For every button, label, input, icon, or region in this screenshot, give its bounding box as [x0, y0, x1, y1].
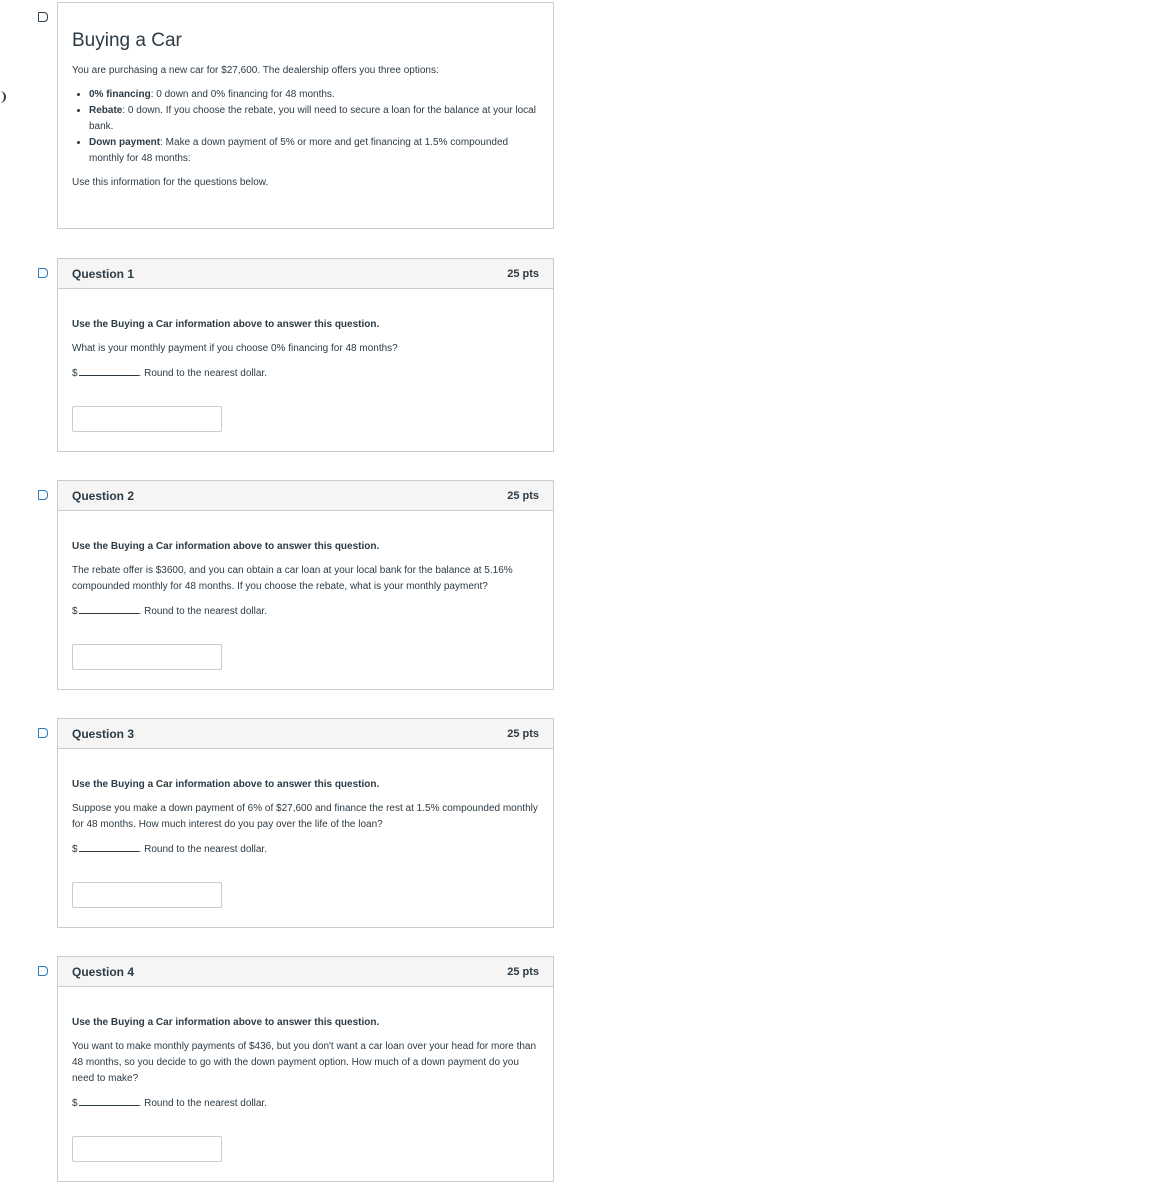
flag-icon[interactable]: [38, 12, 48, 22]
option-text: : 0 down. If you choose the rebate, you will need to secure a loan for the balance at your local bank.: [89, 105, 536, 132]
list-item: [89, 87, 539, 103]
question-title: Question 3: [72, 726, 135, 741]
intro-lead: You are purchasing a new car for $27,600. The dealership offers you three options:: [72, 65, 439, 76]
flag-question-icon[interactable]: [38, 490, 48, 500]
flag-question-icon[interactable]: [38, 728, 48, 738]
question-text: The rebate offer is $3600, and you can obtain a car loan at your local bank for the balance at 5.16% compounded monthly for 48 months. If you choose the rebate, what is your monthly payment?: [72, 565, 513, 592]
dollar-sign: $: [72, 1098, 78, 1109]
answer-input[interactable]: [72, 1136, 222, 1162]
dollar-sign: $: [72, 606, 78, 617]
blank-line: [79, 841, 139, 852]
question-title: Question 2: [72, 488, 135, 503]
question-text: Suppose you make a down payment of 6% of $27,600 and finance the rest at 1.5% compounded monthly for 48 months. How much interest do you pay over the life of the loan?: [72, 803, 538, 830]
flag-question-icon[interactable]: [38, 268, 48, 278]
intro-footer: Use this information for the questions below.: [72, 177, 269, 188]
question-header: [58, 719, 553, 749]
question-header: [58, 957, 553, 987]
option-label: 0% financing: [89, 89, 151, 100]
blank-line: [79, 603, 139, 614]
flag-question-icon[interactable]: [38, 966, 48, 976]
answer-prompt: [72, 841, 539, 858]
answer-input[interactable]: [72, 406, 222, 432]
question-points: 25 pts: [507, 489, 539, 502]
question-lead: Use the Buying a Car information above to answer this question.: [72, 779, 380, 790]
blank-line: [79, 1095, 139, 1106]
answer-input[interactable]: [72, 882, 222, 908]
question-title: Question 4: [72, 964, 135, 979]
question-lead: Use the Buying a Car information above to answer this question.: [72, 1017, 380, 1028]
intro-card: [57, 2, 554, 229]
question-header: [58, 259, 553, 289]
options-list: [72, 87, 539, 167]
list-item: [89, 135, 539, 167]
question-lead: Use the Buying a Car information above to answer this question.: [72, 319, 380, 330]
question-points: 25 pts: [507, 727, 539, 740]
question-lead: Use the Buying a Car information above to answer this question.: [72, 541, 380, 552]
option-text: : 0 down and 0% financing for 48 months.: [150, 89, 335, 100]
rounding-note: . Round to the nearest dollar.: [138, 368, 267, 379]
blank-line: [79, 365, 139, 376]
collapsed-sidebar-edge: [0, 91, 6, 103]
question-header: [58, 481, 553, 511]
rounding-note: . Round to the nearest dollar.: [138, 1098, 267, 1109]
rounding-note: . Round to the nearest dollar.: [138, 606, 267, 617]
answer-prompt: [72, 603, 539, 620]
question-card-4: [57, 956, 554, 1182]
question-text: What is your monthly payment if you choose 0% financing for 48 months?: [72, 343, 398, 354]
dollar-sign: $: [72, 844, 78, 855]
answer-input[interactable]: [72, 644, 222, 670]
question-card-1: [57, 258, 554, 452]
list-item: [89, 103, 539, 135]
question-points: 25 pts: [507, 965, 539, 978]
question-card-3: [57, 718, 554, 928]
option-label: Rebate: [89, 105, 123, 116]
question-card-2: [57, 480, 554, 690]
question-text: You want to make monthly payments of $436, but you don't want a car loan over your head for more than 48 months, so you decide to go with the down payment option. How much of a down payment do you need to make?: [72, 1041, 537, 1084]
option-label: Down payment: [89, 137, 161, 148]
rounding-note: . Round to the nearest dollar.: [138, 844, 267, 855]
intro-title: Buying a Car: [72, 30, 182, 51]
question-title: Question 1: [72, 266, 135, 281]
question-points: 25 pts: [507, 267, 539, 280]
answer-prompt: [72, 365, 539, 382]
answer-prompt: [72, 1095, 539, 1112]
option-text: : Make a down payment of 5% or more and get financing at 1.5% compounded monthly for 48 months:: [89, 137, 509, 164]
dollar-sign: $: [72, 368, 78, 379]
